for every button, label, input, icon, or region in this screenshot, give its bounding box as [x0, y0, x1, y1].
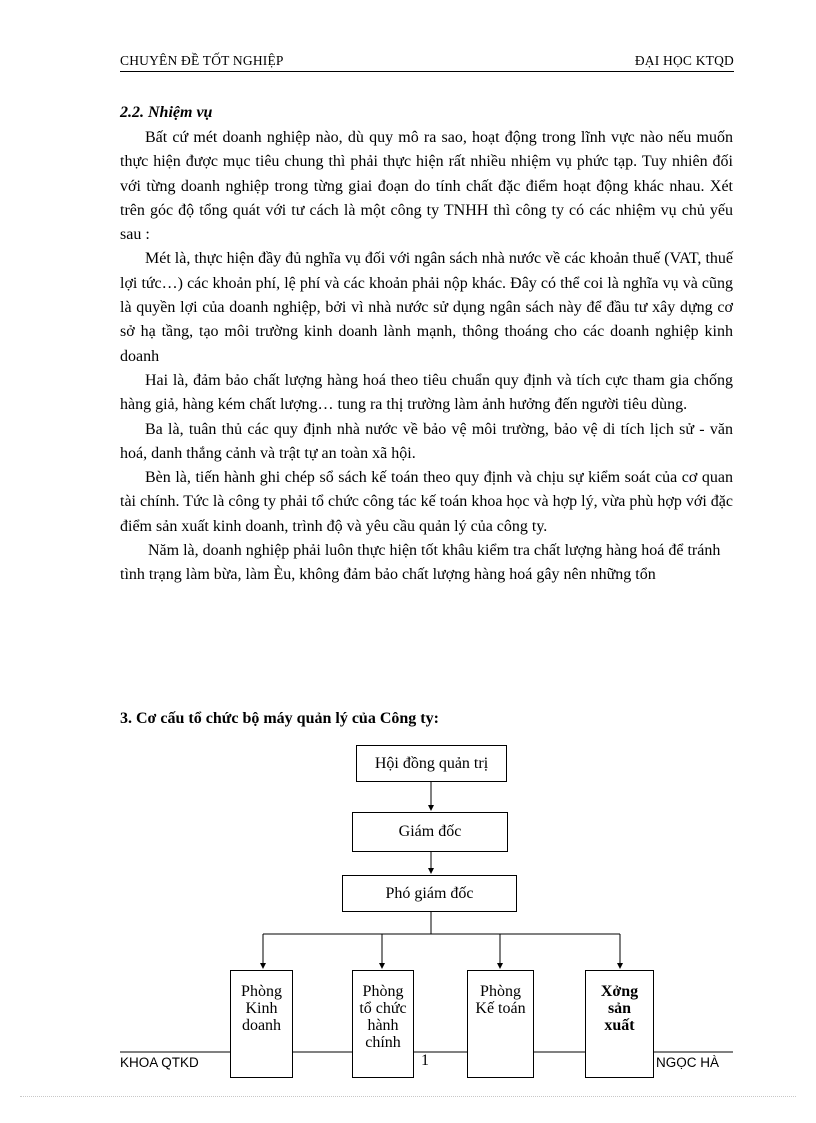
page-number: 1 [421, 1052, 429, 1069]
dept-line: Kinh [245, 1000, 278, 1017]
dept-line: xuất [604, 1017, 635, 1034]
dept-line: chính [365, 1034, 401, 1051]
paragraph: Bèn là, tiến hành ghi chép sổ sách kế toán theo quy định và chịu sự kiểm soát của cơ quan tài chính. Tức là công ty phải tổ chức công tác kế toán khoa học và hợp lý, vừa phù hợp với đặc điểm sản xuất kinh doanh, trình độ và yêu cầu quản lý của công ty. [120, 469, 733, 535]
dept-line: Phòng [362, 983, 404, 1000]
org-box-deputy: Phó giám đốc [342, 875, 517, 912]
paragraph: Năm là, doanh nghiệp phải luôn thực hiện tốt khâu kiểm tra chất lượng hàng hoá để tránh tình trạng làm bừa, làm Èu, không đảm bảo chất lượng hàng hoá gây nên những tổn [120, 542, 721, 584]
header-right: ĐẠI HỌC KTQD [634, 53, 734, 68]
paragraph: Hai là, đảm bảo chất lượng hàng hoá theo tiêu chuẩn quy định và tích cực tham gia chống hàng giả, hàng kém chất lượng… tung ra thị trường làm ảnh hưởng đến người tiêu dùng. [120, 371, 733, 414]
dept-line: Phòng [480, 983, 521, 1000]
header-left: CHUYÊN ĐỀ TỐT NGHIỆP [120, 53, 284, 68]
section3-title: 3. Cơ cấu tổ chức bộ máy quản lý của Công ty: [120, 710, 439, 727]
page-bottom-divider [20, 1096, 796, 1097]
dept-line: Xởng [600, 983, 639, 1000]
org-dept-workshop [585, 970, 654, 1078]
dept-line: sản [607, 1000, 632, 1017]
paragraph: Ba là, tuân thủ các quy định nhà nước về bảo vệ môi trường, bảo vệ di tích lịch sử - văn hoá, danh thắng cảnh và trật tự an toàn xã hội. [120, 420, 733, 462]
dept-line: doanh [241, 1017, 282, 1034]
org-box-director: Giám đốc [352, 812, 508, 852]
org-dept-sales [230, 970, 293, 1078]
dept-line: hành [367, 1017, 399, 1034]
footer-right: NGỌC HÀ [656, 1055, 720, 1070]
dept-line: tổ chức [359, 1000, 407, 1017]
paragraph: Bất cứ mét doanh nghiệp nào, dù quy mô ra sao, hoạt động trong lĩnh vực nào nếu muốn thực hiện được mục tiêu chung thì phải thực hiện rất nhiều nhiệm vụ phức tạp. Tuy nhiên đối với từng doanh nghiệp trong từng giai đoạn do tính chất đặc điểm hoạt động khác nhau. Xét trên góc độ tổng quát với tư cách là một công ty TNHH thì công ty có các nhiệm vụ chủ yếu sau : [120, 129, 733, 244]
org-box-board: Hội đồng quản trị [356, 745, 507, 782]
org-dept-accounting [467, 970, 534, 1078]
section-title: 2.2. Nhiệm vụ [120, 104, 213, 121]
paragraph: Mét là, thực hiện đầy đủ nghĩa vụ đối với ngân sách nhà nước về các khoản thuế (VAT, thuế lợi tức…) các khoản phí, lệ phí và các khoản phải nộp khác. Đây có thể coi là nghĩa vụ và cũng là quyền lợi của doanh nghiệp, bởi vì nhà nước sử dụng ngân sách này để đầu tư xây dựng cơ sở hạ tầng, tạo môi trường kinh doanh lành mạnh, thông thoáng cho các doanh nghiệp kinh doanh [120, 250, 733, 365]
footer-left: KHOA QTKD [120, 1055, 199, 1070]
org-dept-admin [352, 970, 414, 1078]
dept-line: Phòng [241, 983, 282, 1000]
dept-line: Kế toán [475, 1000, 526, 1017]
